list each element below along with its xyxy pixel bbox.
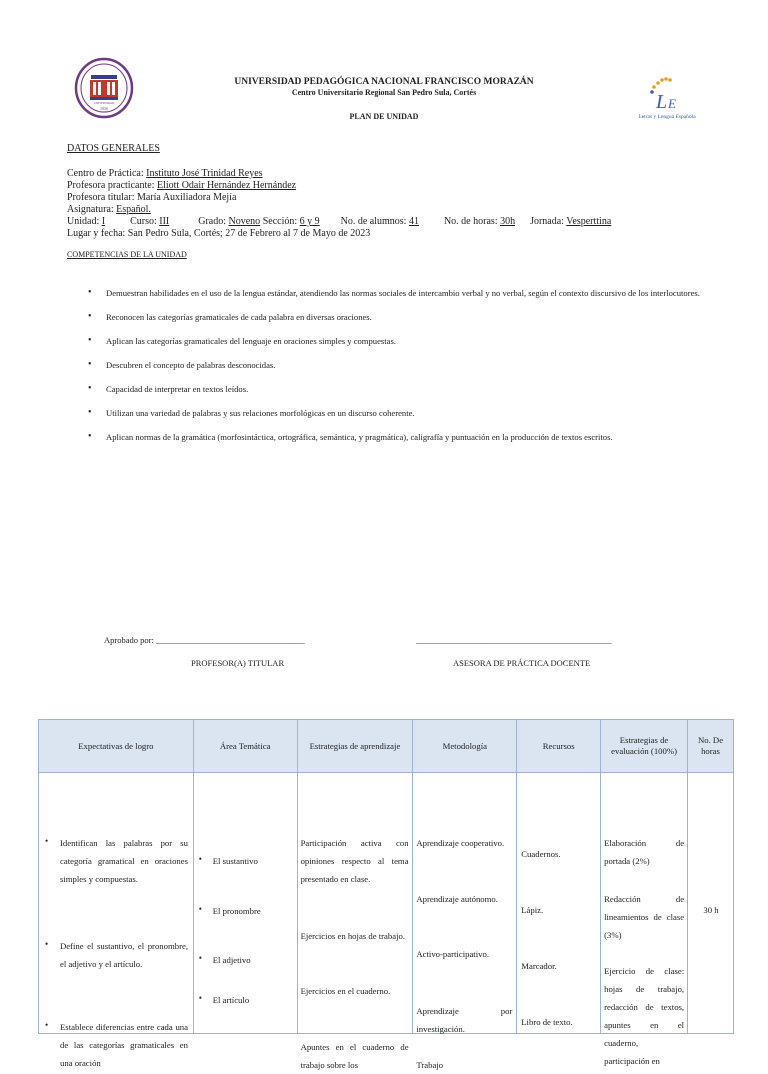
horas-label: No. de horas: [443, 216, 501, 227]
area-item: El pronombre [212, 906, 261, 916]
curso-value: III [159, 216, 170, 227]
area-item: El sustantivo [212, 856, 258, 866]
metodologia-cell [413, 773, 517, 1070]
recurso-item: Cuadernos. [521, 849, 561, 859]
estrategia-item: Apuntes en el cuaderno de trabajo sobre los [300, 1042, 409, 1070]
competencia-item: • Aplican normas de la gramática (morfosintáctica, ortográfica, semántica, y pragmática), caligrafía y puntuación en la producción de textos escritos. [88, 429, 708, 445]
aprobado-label: Aprobado por: [104, 635, 156, 645]
aprobado-line [104, 635, 305, 645]
grado-value: Noveno [228, 216, 261, 227]
university-seal-logo [74, 57, 134, 119]
expectativa-item: Define el sustantivo, el pronombre, el adjetivo y el artículo. [60, 941, 188, 969]
estrategia-item: Participación activa con opiniones respecto al tema presentado en clase. [300, 838, 409, 884]
evaluacion-item: Redacción de lineamientos de clase (3%) [604, 894, 685, 940]
estrategia-item: Ejercicios en hojas de trabajo. [300, 931, 406, 941]
practicante-line [67, 180, 296, 192]
col-header-expectativas: Expectativas de logro [39, 720, 194, 773]
estrategias-cell [297, 773, 413, 1070]
area-tematica-cell [193, 773, 297, 1034]
expectativa-item: Establece diferencias entre cada una de las categorías gramaticales en una oración [60, 1022, 188, 1068]
evaluacion-item: Elaboración de portada (2%) [604, 838, 685, 866]
competencias-title: COMPETENCIAS DE LA UNIDAD [67, 250, 187, 259]
expectativa-item: Identifican las palabras por su categoría gramatical en oraciones simples y compuestas. [60, 838, 188, 884]
competencias-list [88, 285, 708, 453]
bullet: • [45, 836, 49, 846]
seccion-label: Sección: [260, 216, 300, 227]
asignatura-label: Asignatura: [67, 204, 117, 215]
recurso-item: Libro de texto. [521, 1017, 573, 1027]
signature-line-right: ______________________________________________ [416, 635, 612, 645]
svg-text:L: L [656, 91, 668, 113]
unidad-line [67, 216, 611, 228]
seccion-value: 6 y 9 [299, 216, 320, 227]
col-header-evaluacion: Estrategias de evaluación (100%) [601, 720, 688, 773]
unidad-value: I [101, 216, 106, 227]
centre-name: Centro Universitario Regional San Pedro Sula, Cortés [291, 88, 477, 97]
asignatura-line [67, 204, 151, 216]
profesor-titular-role: PROFESOR(A) TITULAR [191, 658, 285, 668]
metodologia-item: Activo-participativo. [416, 949, 489, 959]
recurso-item: Marcador. [521, 961, 557, 971]
col-header-metodologia: Metodología [413, 720, 517, 773]
document-title: PLAN DE UNIDAD [349, 112, 419, 121]
metodologia-item: Aprendizaje por investigación. [416, 1006, 513, 1034]
alumnos-value: 41 [408, 216, 419, 227]
asignatura-value: Español. [116, 204, 151, 215]
letras-department-logo [634, 74, 700, 126]
practicante-value: Eliott Odair Hernández Hernández [156, 180, 297, 191]
competencia-item: • Aplican las categorías gramaticales del lenguaje en oraciones simples y compuestas. [88, 333, 708, 349]
metodologia-item: Aprendizaje cooperativo. [416, 838, 505, 848]
competencia-item: • Demuestran habilidades en el uso de la lengua estándar, atendiendo las normas sociales de intercambio verbal y no verbal, según el contexto discursivo de los interlocutores. [88, 285, 708, 301]
area-item: El adjetivo [212, 955, 251, 965]
bullet: • [198, 904, 202, 914]
col-header-recursos: Recursos [517, 720, 601, 773]
expectativas-cell [39, 773, 194, 1068]
competencia-item: • Reconocen las categorías gramaticales de cada palabra en diversas oraciones. [88, 309, 708, 325]
signature-line-left: ___________________________________ [155, 635, 305, 645]
titular-line: Profesora titular: María Auxiliadora Mejía [67, 192, 237, 203]
grado-label: Grado: [198, 216, 229, 227]
bullet: • [198, 953, 202, 963]
recurso-item: Lápiz. [521, 905, 544, 915]
lugar-fecha-line: Lugar y fecha: San Pedro Sula, Cortés; 27 de Febrero al 7 de Mayo de 2023 [67, 228, 371, 239]
plan-table [38, 719, 734, 1070]
datos-generales-title: DATOS GENERALES [67, 143, 160, 154]
university-name: UNIVERSIDAD PEDAGÓGICA NACIONAL FRANCISCO MORAZÁN [234, 77, 534, 87]
asesora-role: ASESORA DE PRÁCTICA DOCENTE [453, 658, 591, 668]
unidad-label: Unidad: [67, 216, 102, 227]
competencia-item: • Capacidad de interpretar en textos leídos. [88, 381, 708, 397]
table-header-row [39, 720, 734, 773]
practicante-label: Profesora practicante: [67, 180, 157, 191]
col-header-area: Área Temática [193, 720, 297, 773]
curso-label: Curso: [130, 216, 160, 227]
estrategia-item: Ejercicios en el cuaderno. [300, 986, 391, 996]
horas-cell [688, 773, 734, 1034]
seal-banner-text: UNIVERSIDAD [93, 101, 115, 105]
horas-value: 30h [500, 216, 516, 227]
bullet: • [45, 1020, 49, 1030]
svg-text:E: E [668, 96, 676, 111]
bullet: • [198, 854, 202, 864]
bullet: • [198, 993, 202, 1003]
recursos-cell [517, 773, 601, 1034]
metodologia-item: Aprendizaje autónomo. [416, 894, 498, 904]
logo-caption: Letras y Lengua Española [638, 114, 696, 120]
competencia-item: • Utilizan una variedad de palabras y sus relaciones morfológicas en un discurso coherente. [88, 405, 708, 421]
jornada-label: Jornada: [530, 216, 567, 227]
centro-line [67, 168, 263, 180]
area-item: El artículo [212, 995, 250, 1005]
centro-value: Instituto José Trinidad Reyes [146, 168, 263, 179]
horas-value-cell: 30 h [703, 905, 719, 915]
jornada-value: Vesperttina [566, 216, 612, 227]
seal-year-text: 1956 [100, 106, 108, 111]
col-header-estrategias: Estrategias de aprendizaje [297, 720, 413, 773]
table-row [39, 773, 734, 1034]
col-header-horas: No. De horas [688, 720, 734, 773]
evaluacion-item: Ejercicio de clase: hojas de trabajo, redacción de textos, apuntes en el cuaderno, participación en [604, 966, 685, 1066]
metodologia-item: Trabajo [416, 1060, 444, 1070]
evaluacion-cell [601, 773, 688, 1066]
alumnos-label: No. de alumnos: [340, 216, 409, 227]
centro-label: Centro de Práctica: [67, 168, 147, 179]
bullet: • [45, 939, 49, 949]
competencia-item: • Descubren el concepto de palabras desconocidas. [88, 357, 708, 373]
